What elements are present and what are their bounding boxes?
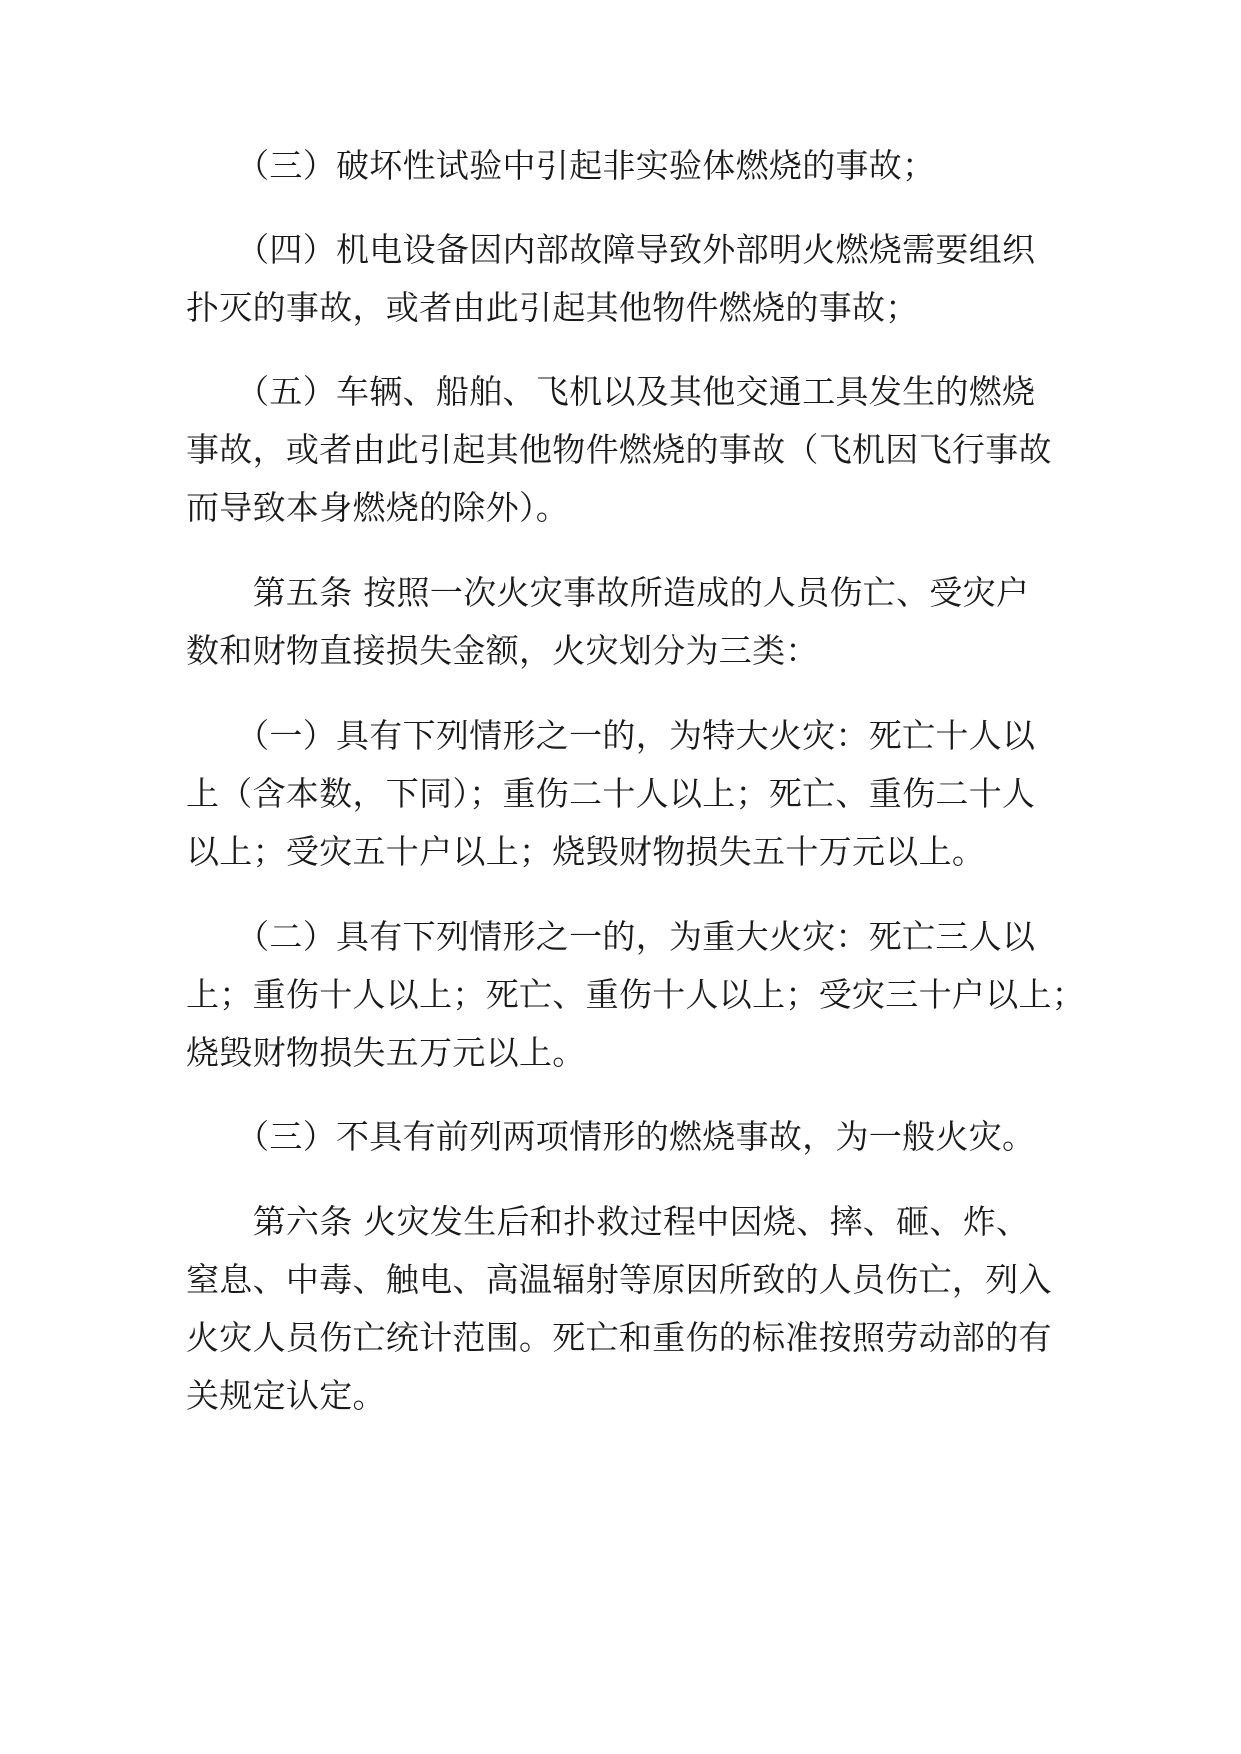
paragraph-line: 窒息、中毒、触电、高温辐射等原因所致的人员伤亡，列入 [186,1260,1052,1299]
paragraph-line: 而导致本身燃烧的除外）。 [186,488,570,527]
paragraph-line: 第五条 按照一次火灾事故所造成的人员伤亡、受灾户 [186,573,1030,612]
paragraph-line: 烧毁财物损失五万元以上。 [186,1033,586,1072]
paragraph-line: （三）破坏性试验中引起非实验体燃烧的事故； [186,146,936,185]
paragraph-line: 火灾人员伤亡统计范围。死亡和重伤的标准按照劳动部的有 [186,1318,1052,1357]
paragraph-line: 事故，或者由此引起其他物件燃烧的事故（飞机因飞行事故 [186,430,1052,469]
paragraph-line: 关规定认定。 [186,1376,386,1415]
paragraph-line: （五）车辆、船舶、飞机以及其他交通工具发生的燃烧 [186,372,1036,411]
paragraph-line: （四）机电设备因内部故障导致外部明火燃烧需要组织 [186,230,1036,269]
paragraph-line: 上（含本数，下同）；重伤二十人以上；死亡、重伤二十人 [186,774,1036,813]
paragraph-line: 第六条 火灾发生后和扑救过程中因烧、摔、砸、炸、 [186,1202,1030,1241]
paragraph-line: 数和财物直接损失金额，火灾划分为三类： [186,631,819,670]
paragraph-line: （二）具有下列情形之一的，为重大火灾：死亡三人以 [186,917,1036,956]
paragraph-line: 以上；受灾五十户以上；烧毁财物损失五十万元以上。 [186,832,986,871]
paragraph-line: （三）不具有前列两项情形的燃烧事故，为一般火灾。 [186,1117,1036,1156]
paragraph-line: 上；重伤十人以上；死亡、重伤十人以上；受灾三十户以上； [186,975,1086,1014]
paragraph-line: （一）具有下列情形之一的，为特大火灾：死亡十人以 [186,716,1036,755]
paragraph-line: 扑灭的事故，或者由此引起其他物件燃烧的事故； [186,288,919,327]
